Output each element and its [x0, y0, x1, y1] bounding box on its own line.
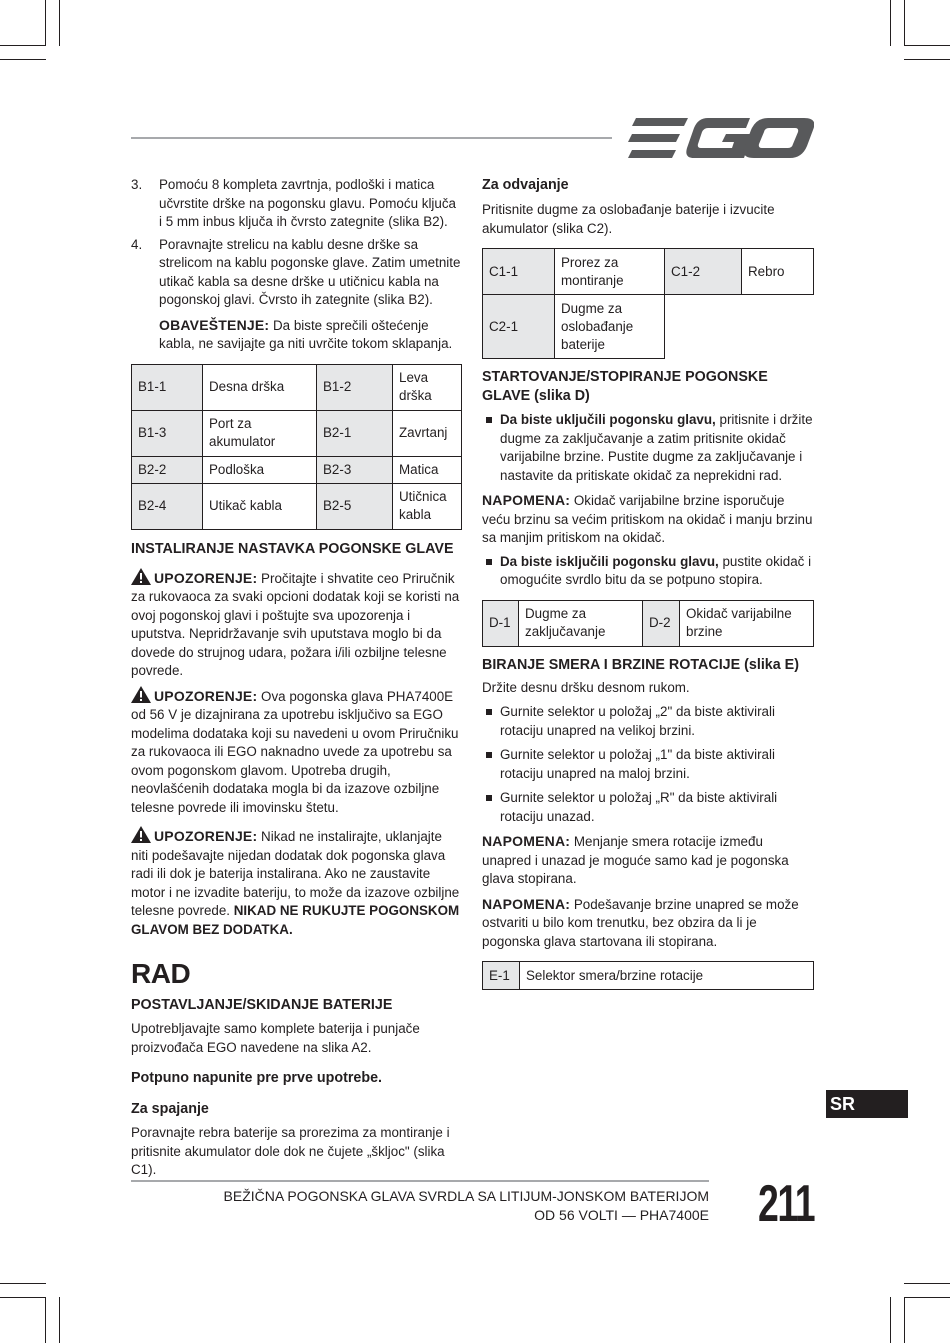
warning-text: Ova pogonska glava PHA7400E od 56 V je dizajnirana za upotrebu isključivo sa EGO modelima dodataka koji su navedeni u ovom Priručniku za rukovaoca ili EGO naknadno uvede za upotrebu sa ovom pogonskom glavom. Upotreba drugih, neovlašćenih dodataka mogla bi da izazove ozbiljne telesne povrede ili imovinsku štetu.: [131, 688, 459, 815]
note-label: NAPOMENA:: [482, 895, 571, 912]
part-name: Dugme za oslobađanje baterije: [555, 295, 665, 359]
warning-triangle-icon: [131, 568, 151, 585]
list-item: [482, 703, 814, 740]
part-code: D-2: [643, 600, 680, 646]
detach-heading: Za odvajanje: [482, 177, 569, 193]
list-item: [482, 746, 814, 783]
table-row: [132, 410, 462, 456]
bullet-square-icon: [482, 746, 500, 783]
warning-text: Pročitajte i shvatite ceo Priručnik za rukovaoca za svaki opcioni dodatak koji se koristi na ovoj pogonskoj glavi i poštujte sva upozorenja i uputstva. Nepridržavanje svih uputstava moglo bi da dovede do strujnog udara, požara i/ili ozbiljne telesne povrede.: [131, 570, 460, 678]
step-number: 4.: [131, 236, 143, 252]
note-paragraph: [482, 895, 814, 952]
note-text: Okidač varijabilne brzine isporučuje veću brzinu sa većim pritiskom na okidač i manju brzinu sa manjim pritiskom na okidač.: [482, 493, 813, 545]
part-name: Prorez za montiranje: [555, 249, 665, 295]
part-code: C1-1: [483, 249, 555, 295]
table-row: [483, 600, 814, 646]
part-code: B1-3: [132, 410, 203, 456]
bullet-square-icon: [482, 703, 500, 740]
direction-heading: BIRANJE SMERA I BRZINE ROTACIJE (slika E): [482, 656, 799, 673]
part-name: Utičnica kabla: [393, 483, 462, 529]
battery-heading: POSTAVLJANJE/SKIDANJE BATERIJE: [131, 997, 393, 1013]
warning-label: UPOZORENJE:: [154, 687, 258, 704]
notice-paragraph: [159, 316, 462, 354]
note-paragraph: [482, 491, 814, 548]
part-code: C1-2: [665, 249, 742, 295]
crop-mark: [890, 0, 891, 46]
warning-bold-text: NIKAD NE RUKUJTE POGONSKOM GLAVOM BEZ DODATKA.: [131, 903, 460, 937]
parts-table-c: [482, 248, 814, 359]
crop-mark: [0, 59, 46, 60]
footer-title: [224, 1187, 709, 1225]
crop-mark: [904, 0, 905, 46]
part-name: Port za akumulator: [203, 410, 317, 456]
table-row: [483, 249, 814, 295]
crop-mark: [904, 1283, 950, 1284]
footer-line: OD 56 VOLTI — PHA7400E: [534, 1207, 709, 1223]
footer-line: BEŽIČNA POGONSKA GLAVA SVRDLA SA LITIJUM-JONSKOM BATERIJOM: [223, 1188, 709, 1204]
part-code: B1-2: [317, 364, 393, 410]
left-column: [131, 176, 462, 1180]
table-row: [483, 295, 814, 359]
note-text: Menjanje smera rotacije između unapred i unazad je moguće samo kad je pogonska glava stopirana.: [482, 834, 789, 886]
step-3: [131, 176, 462, 232]
note-text: Podešavanje brzine unapred se može ostvariti u bilo kom trenutku, bez obzira da li je pogonska glava startovana ili stopirana.: [482, 896, 799, 949]
table-row: [132, 483, 462, 529]
crop-mark: [45, 0, 46, 46]
part-name: Matica: [393, 456, 462, 483]
crop-mark: [0, 1297, 46, 1298]
bullet-square-icon: [482, 411, 500, 485]
part-code: C2-1: [483, 295, 555, 359]
list-item: [482, 553, 814, 590]
step-4: [131, 236, 462, 310]
part-code: B2-1: [317, 410, 393, 456]
warning-text: Nikad ne instalirajte, uklanjajte niti podešavajte nijedan dodatak dok pogonska glava radi ili dok je baterija instalirana. Ako ne zaustavite motor i ne izvadite bateriju, to može da izazove ozbiljne telesne povrede.: [131, 829, 460, 918]
bullet-text: pritisnite i držite dugme za zaključavanje a zatim pritisnite okidač varijabilne brzine. Pustite dugme za zaključavanje i nastavite da pritiskate okidač za neprekidni rad.: [500, 412, 813, 483]
part-code: B2-4: [132, 483, 203, 529]
table-row: [483, 962, 814, 990]
crop-mark: [45, 1297, 46, 1343]
warning-paragraph: [131, 568, 462, 681]
parts-table-e: [482, 961, 814, 990]
battery-text: Upotrebljavajte samo komplete baterija i punjače proizvođača EGO navedene na slika A2.: [131, 1021, 420, 1055]
bullet-bold-text: Da biste uključili pogonsku glavu,: [500, 412, 716, 427]
part-name: Zavrtanj: [393, 410, 462, 456]
crop-mark: [0, 1283, 46, 1284]
language-tab: SR: [826, 1090, 908, 1118]
crop-mark: [904, 59, 950, 60]
crop-mark: [904, 1297, 905, 1343]
note-paragraph: [482, 832, 814, 889]
crop-mark: [59, 1297, 60, 1343]
table-row: [132, 456, 462, 483]
warning-label: UPOZORENJE:: [154, 828, 258, 844]
charge-note: Potpuno napunite pre prve upotrebe.: [131, 1070, 382, 1086]
parts-table-b: [131, 364, 462, 530]
list-item: [482, 411, 814, 485]
start-stop-heading: STARTOVANJE/STOPIRANJE POGONSKE GLAVE (slika D): [482, 369, 768, 404]
part-name: Rebro: [742, 249, 814, 295]
step-number: 3.: [131, 177, 143, 192]
bullet-text: pustite okidač i omogućite svrdlo bitu da se potpuno stopira.: [500, 553, 812, 587]
note-label: NAPOMENA:: [482, 492, 571, 508]
list-item: [482, 789, 814, 826]
part-code: B2-2: [132, 456, 203, 483]
note-label: NAPOMENA:: [482, 833, 571, 849]
part-name: Desna drška: [203, 364, 317, 410]
crop-mark: [0, 45, 46, 46]
right-column: [482, 176, 814, 990]
part-name: Leva drška: [393, 364, 462, 410]
empty-cell: [665, 295, 814, 359]
attach-heading: Za spajanje: [131, 1101, 209, 1117]
crop-mark: [890, 1297, 891, 1343]
part-code: B1-1: [132, 364, 203, 410]
header-rule: [131, 137, 612, 139]
part-code: D-1: [483, 600, 519, 646]
warning-triangle-icon: [131, 826, 151, 843]
crop-mark: [59, 0, 60, 46]
bullet-square-icon: [482, 789, 500, 826]
warning-paragraph: [131, 826, 462, 939]
page-number: 211: [758, 1175, 815, 1233]
bullet-text: Gurnite selektor u položaj „2" da biste aktivirali rotaciju unapred na velikoj brzini.: [500, 704, 775, 738]
attach-text: Poravnajte rebra baterije sa prorezima za montiranje i pritisnite akumulator dole dok ne čujete „škljoc" (slika C1).: [131, 1125, 450, 1177]
part-code: E-1: [483, 962, 520, 990]
detach-text: Pritisnite dugme za oslobađanje baterije i izvucite akumulator (slika C2).: [482, 202, 775, 236]
bullet-text: Gurnite selektor u položaj „R" da biste aktivirali rotaciju unazad.: [500, 790, 778, 824]
table-row: [132, 364, 462, 410]
part-name: Utikač kabla: [203, 483, 317, 529]
notice-label: OBAVEŠTENJE:: [159, 316, 270, 333]
part-code: B2-5: [317, 483, 393, 529]
warning-label: UPOZORENJE:: [154, 569, 258, 586]
install-heading: INSTALIRANJE NASTAVKA POGONSKE GLAVE: [131, 540, 454, 557]
warning-triangle-icon: [131, 686, 151, 703]
ego-logo: [628, 116, 814, 160]
parts-table-d: [482, 600, 814, 647]
step-text: Poravnajte strelicu na kablu desne drške sa strelicom na kablu pogonske glave. Zatim umetnite utikač kabla sa desne drške u utičnicu kabla na pogonskoj glavi. Čvrsto ih zategnite (slika B2).: [159, 236, 461, 307]
footer-rule: [131, 1180, 709, 1182]
part-name: Dugme za zaključavanje: [519, 600, 643, 646]
step-text: Pomoću 8 kompleta zavrtnja, podloški i matica učvrstite drške na pogonsku glavu. Pomoću ključa i 5 mm inbus ključa ih čvrsto zategnite (slika B2).: [159, 177, 456, 229]
part-code: B2-3: [317, 456, 393, 483]
direction-intro: Držite desnu dršku desnom rukom.: [482, 679, 690, 695]
warning-paragraph: [131, 686, 462, 818]
bullet-text: Gurnite selektor u položaj „1" da biste aktivirali rotaciju unapred na maloj brzini.: [500, 747, 775, 781]
section-title-rad: RAD: [131, 958, 191, 989]
crop-mark: [904, 1297, 950, 1298]
bullet-square-icon: [482, 553, 500, 590]
part-name: Podloška: [203, 456, 317, 483]
part-name: Selektor smera/brzine rotacije: [520, 962, 814, 990]
notice-text: Da biste sprečili oštećenje kabla, ne savijajte ga niti uvrčite tokom sklapanja.: [159, 317, 453, 351]
part-name: Okidač varijabilne brzine: [680, 600, 814, 646]
bullet-bold-text: Da biste isključili pogonsku glavu,: [500, 553, 719, 569]
crop-mark: [904, 45, 950, 46]
